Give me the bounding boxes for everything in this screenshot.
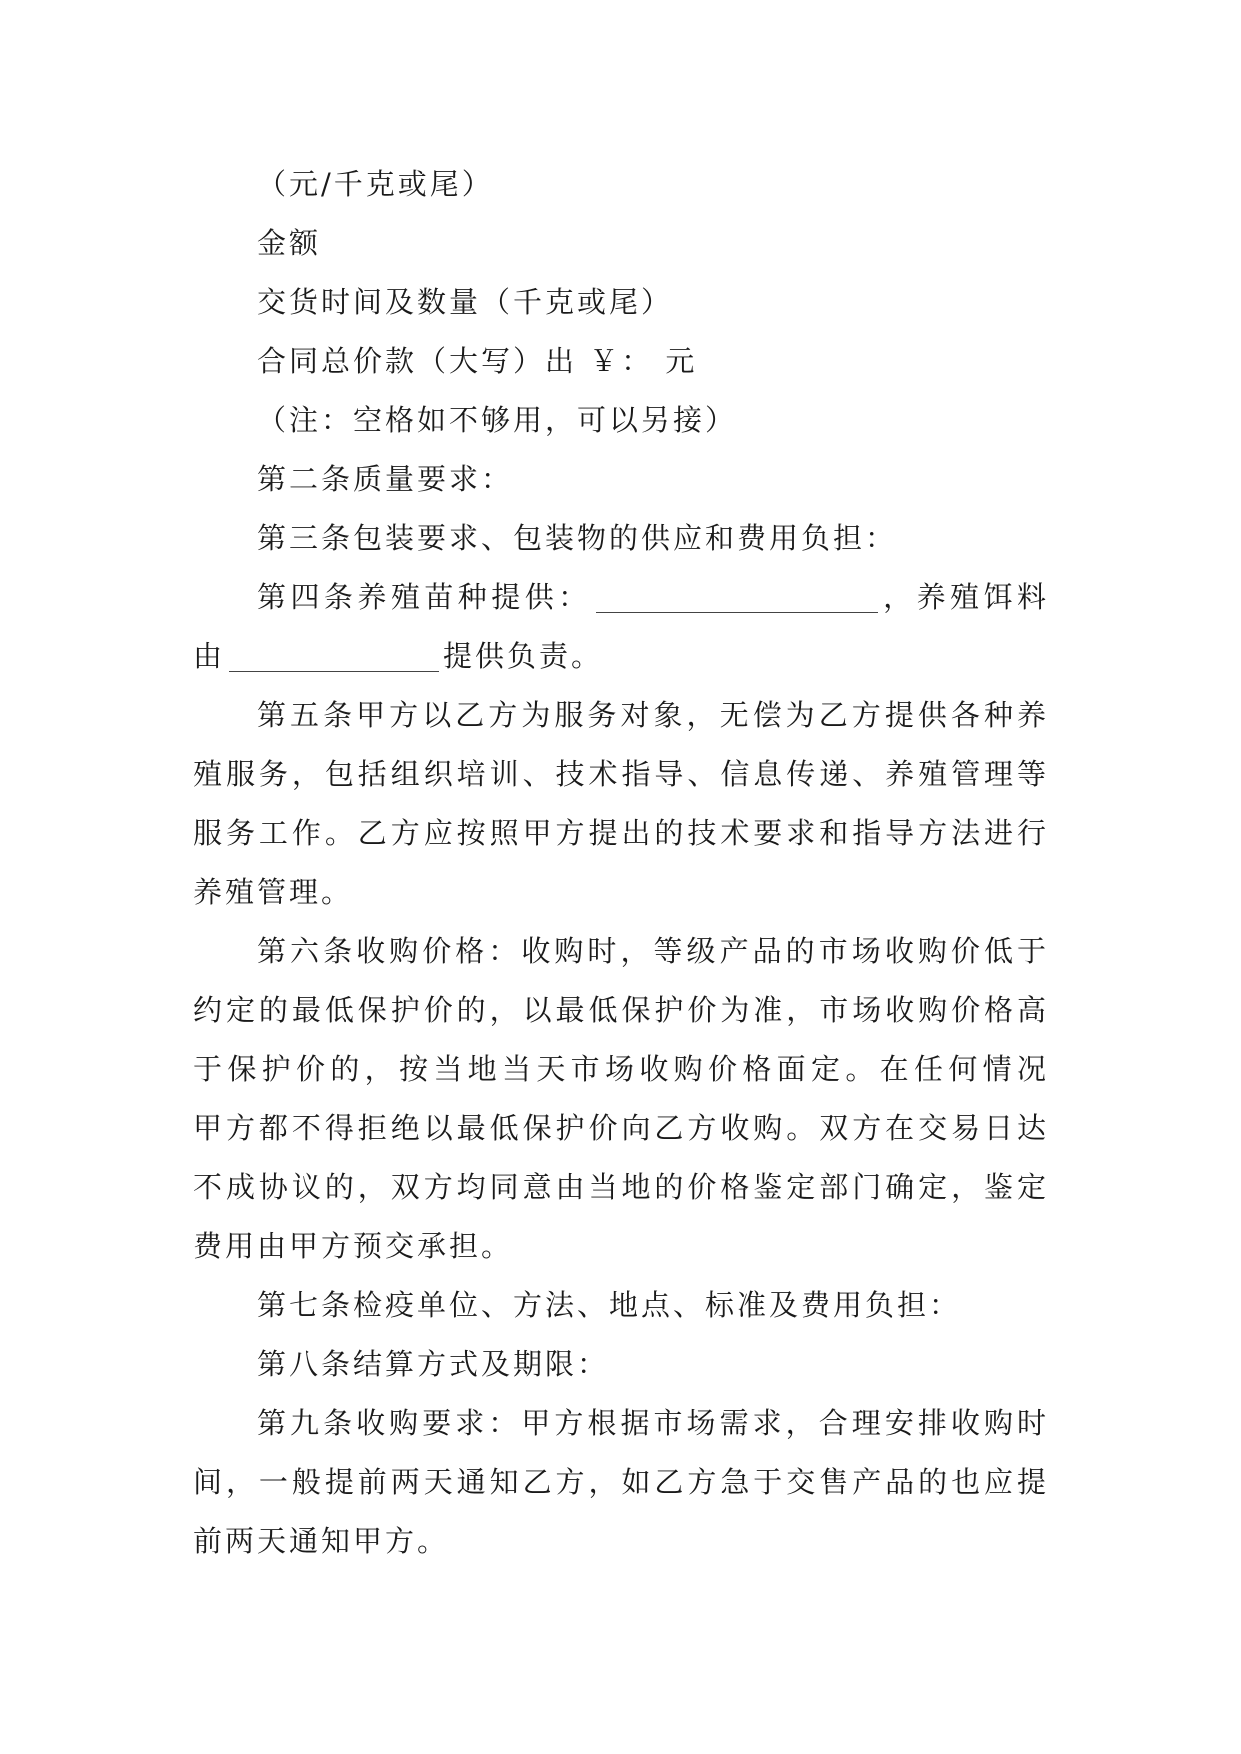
article-6-line: 于保护价的，按当地当天市场收购价格面定。在任何情况 [193,1052,1049,1086]
article-4-line-2 [193,627,1049,686]
article-4-line-1 [193,568,1049,627]
feed-provider-blank [229,645,439,672]
article-6-line: 甲方都不得拒绝以最低保护价向乙方收购。双方在交易日达 [193,1111,1049,1145]
seed-provider-blank [596,586,878,613]
article-4-seed-label: 第四条养殖苗种提供： [257,580,592,614]
article-6-line: 不成协议的，双方均同意由当地的价格鉴定部门确定，鉴定 [193,1170,1049,1204]
article-9-line: 间，一般提前两天通知乙方，如乙方急于交售产品的也应提 [193,1465,1049,1499]
article-5-line: 第五条甲方以乙方为服务对象，无偿为乙方提供各种养 [257,698,1049,732]
document-body [193,155,1049,1571]
article-5-line: 养殖管理。 [193,875,354,909]
article-6-line: 费用由甲方预交承担。 [193,1229,514,1263]
article-9-line: 前两天通知甲方。 [193,1524,450,1558]
article-4-by-label: 由 [193,639,226,673]
article-7: 第七条检疫单位、方法、地点、标准及费用负担： [257,1288,962,1322]
article-6-line: 约定的最低保护价的，以最低保护价为准，市场收购价格高 [193,993,1049,1027]
article-3: 第三条包装要求、包装物的供应和费用负担： [257,521,898,555]
total-price-line: 合同总价款（大写）出 ￥： 元 [257,344,698,378]
article-6-line: 第六条收购价格：收购时，等级产品的市场收购价低于 [257,934,1049,968]
note-line: （注：空格如不够用，可以另接） [257,403,738,437]
article-2: 第二条质量要求： [257,462,514,496]
article-8: 第八条结算方式及期限： [257,1347,610,1381]
article-5-line: 殖服务，包括组织培训、技术指导、信息传递、养殖管理等 [193,757,1049,791]
article-4-feed-label: ，养殖饵料 [881,580,1049,614]
article-5-line: 服务工作。乙方应按照甲方提出的技术要求和指导方法进行 [193,816,1049,850]
article-4-end-label: 提供负责。 [443,639,604,673]
amount-label: 金额 [257,226,322,260]
article-9-line: 第九条收购要求：甲方根据市场需求，合理安排收购时 [257,1406,1049,1440]
unit-price-unit: （元/千克或尾） [257,167,494,201]
delivery-label: 交货时间及数量（千克或尾） [257,285,674,319]
